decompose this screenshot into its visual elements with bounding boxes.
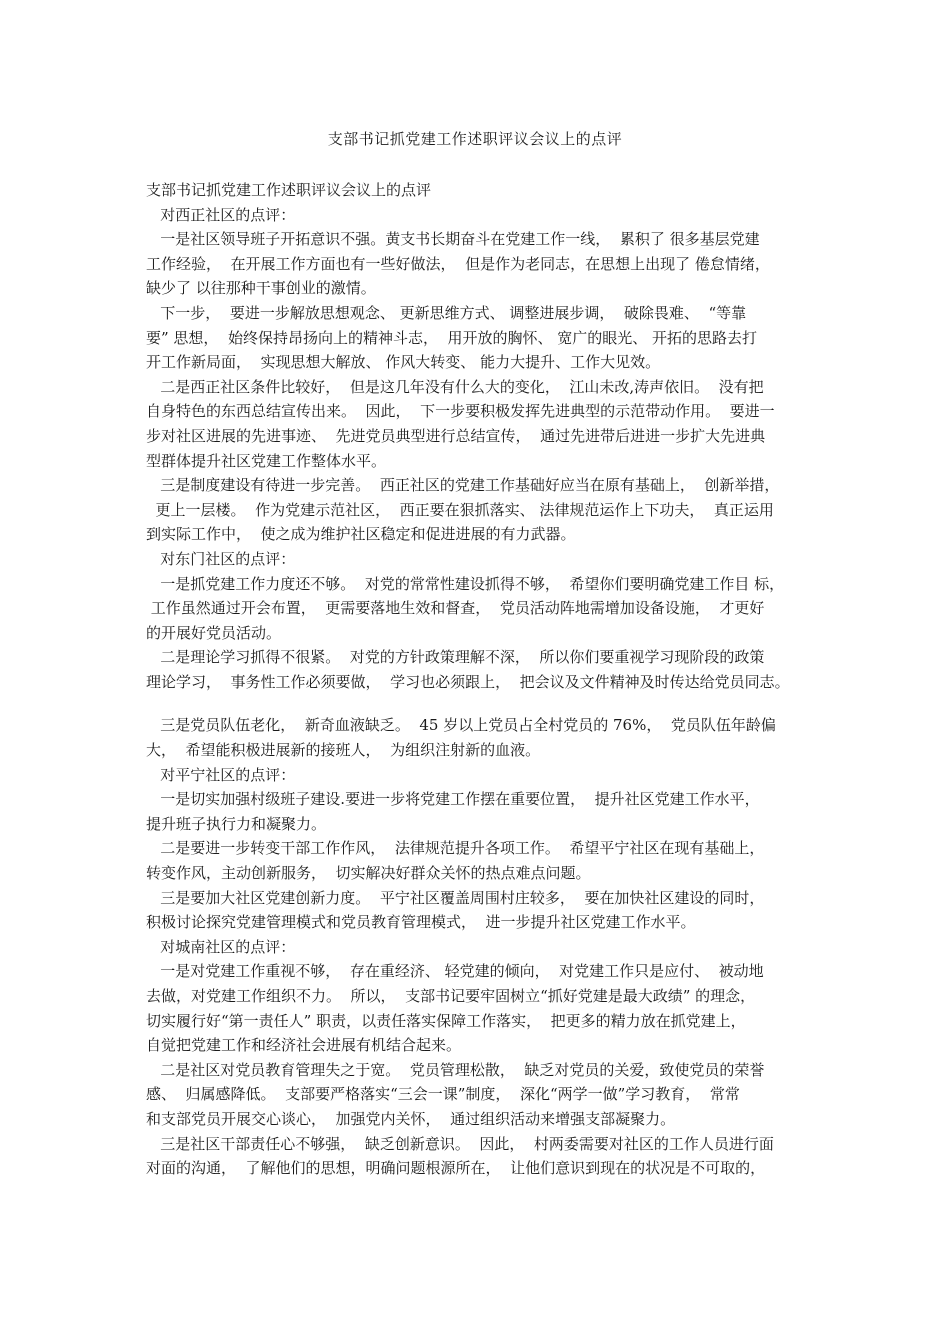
body-line: 对城南社区的点评： [146, 937, 296, 956]
body-line: 理论学习， 事务性工作必须要做， 学习也必须跟上， 把会议及文件精神及时传达给党员同志。 [146, 672, 790, 691]
body-line: 自觉把党建工作和经济社会进展有机结合起来。 [146, 1036, 462, 1055]
body-line: 切实履行好“第一责任人” 职责，以责任落实保障工作落实， 把更多的精力放在抓党建上， [146, 1011, 746, 1030]
body-line: 对东门社区的点评： [146, 549, 296, 568]
body-line: 三是党员队伍老化， 新奇血液缺乏。 45 岁以上党员占全村党员的 76%， 党员队伍年龄偏 [146, 716, 776, 735]
body-line: 二是社区对党员教育管理失之于宽。 党员管理松散， 缺乏对党员的关爱，致使党员的荣誉 [146, 1060, 765, 1079]
body-line: 一是抓党建工作力度还不够。 对党的常常性建设抓得不够， 希望你们要明确党建工作目 标， [146, 574, 785, 593]
body-line: 工作经验， 在开展工作方面也有一些好做法， 但是作为老同志，在思想上出现了 倦怠情绪， [146, 254, 770, 273]
body-line: 转变作风，主动创新服务， 切实解决好群众关怀的热点难点问题。 [146, 864, 591, 883]
body-line: 去做，对党建工作组织不力。 所以， 支部书记要牢固树立“抓好党建是最大政绩” 的理念， [146, 987, 756, 1005]
body-line: 二是要进一步转变干部工作作风， 法律规范提升各项工作。 希望平宁社区在现有基础上， [146, 839, 765, 858]
body-line: 感、 归属感降低。 支部要严格落实“三会一课”制度， 深化“两学一做”学习教育， 常常 [146, 1085, 740, 1104]
body-line: 和支部党员开展交心谈心， 加强党内关怀， 通过组织活动来增强支部凝聚力。 [146, 1109, 676, 1128]
body-line: 型群体提升社区党建工作整体水平。 [146, 451, 387, 470]
body-line: 三是要加大社区党建创新力度。 平宁社区覆盖周围村庄较多， 要在加快社区建设的同时， [146, 888, 765, 907]
body-line: 支部书记抓党建工作述职评议会议上的点评 [146, 181, 432, 199]
body-line: 一是切实加强村级班子建设.要进一步将党建工作摆在重要位置， 提升社区党建工作水平， [146, 790, 760, 809]
body-line: 更上一层楼。 作为党建示范社区， 西正要在狠抓落实、 法律规范运作上下功夫， 真正运用 [146, 500, 774, 519]
body-line [146, 694, 816, 713]
body-line: 三是制度建设有待进一步完善。 西正社区的党建工作基础好应当在原有基础上， 创新举措， [146, 476, 780, 495]
body-line: 大， 希望能积极进展新的接班人， 为组织注射新的血液。 [146, 741, 541, 760]
body-line: 积极讨论探究党建管理模式和党员教育管理模式， 进一步提升社区党建工作水平。 [146, 913, 696, 932]
body-line: 三是社区干部责任心不够强， 缺乏创新意识。 因此， 村两委需要对社区的工作人员进行面 [146, 1134, 774, 1153]
body-line: 一是社区领导班子开拓意识不强。黄支书长期奋斗在党建工作一线， 累积了 很多基层党建 [146, 230, 760, 249]
body-line: 二是西正社区条件比较好， 但是这几年没有什么大的变化， 江山未改,涛声依旧。 没有把 [146, 377, 764, 396]
body-line: 提升班子执行力和凝聚力。 [146, 814, 327, 833]
body-line: 下一步， 要进一步解放思想观念、 更新思维方式、 调整进展步调， 破除畏难、 “等靠 [146, 303, 747, 322]
body-line: 二是理论学习抓得不很紧。 对党的方针政策理解不深， 所以你们要重视学习现阶段的政策 [146, 648, 765, 667]
document-body [146, 178, 816, 1181]
body-line: 对平宁社区的点评： [146, 765, 296, 784]
body-line: 对西正社区的点评： [146, 205, 296, 224]
body-line: 缺少了 以往那种干事创业的激情。 [146, 279, 376, 298]
body-line: 一是对党建工作重视不够， 存在重经济、 轻党建的倾向， 对党建工作只是应付、 被动地 [146, 962, 764, 981]
body-line: 对面的沟通， 了解他们的思想，明确问题根源所在， 让他们意识到现在的状况是不可取的， [146, 1159, 766, 1178]
body-line: 的开展好党员活动。 [146, 623, 282, 642]
body-line: 要” 思想， 始终保持昂扬向上的精神斗志， 用开放的胸怀、 宽广的眼光、 开拓的思路去打 [146, 328, 758, 347]
body-line: 自身特色的东西总结宣传出来。 因此， 下一步要积极发挥先进典型的示范带动作用。 要进一 [146, 402, 775, 421]
body-line: 到实际工作中， 使之成为维护社区稳定和促进进展的有力武器。 [146, 525, 576, 544]
document-title: 支部书记抓党建工作述职评议会议上的点评 [327, 130, 623, 148]
body-line: 工作虽然通过开会布置， 更需要落地生效和督查， 党员活动阵地需增加设备设施， 才更好 [146, 599, 765, 618]
body-line: 步对社区进展的先进事迹、 先进党员典型进行总结宣传， 通过先进带后进进一步扩大先进典 [146, 426, 766, 445]
body-line: 开工作新局面， 实现思想大解放、 作风大转变、 能力大提升、工作大见效。 [146, 353, 661, 372]
